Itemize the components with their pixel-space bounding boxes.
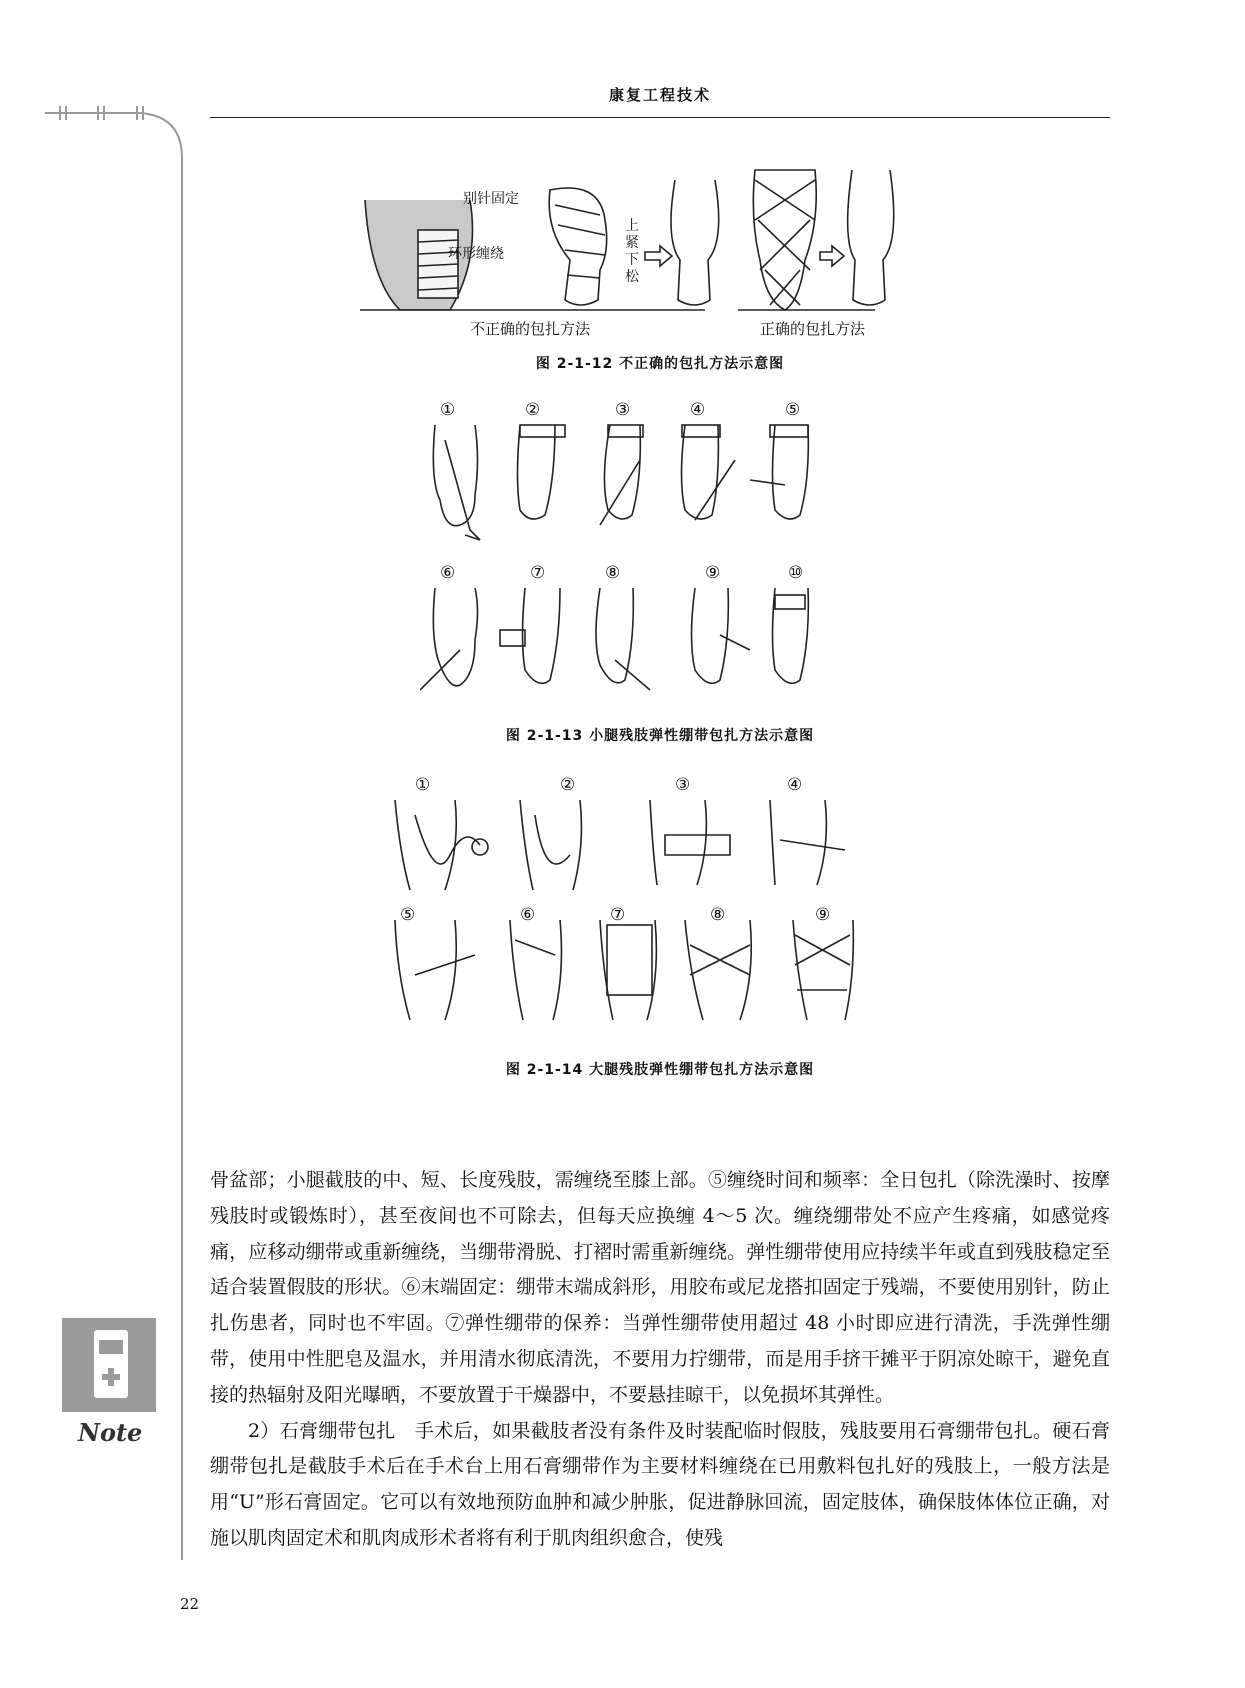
running-header: 康复工程技术 bbox=[608, 86, 711, 104]
thigh-illustrations-14 bbox=[385, 775, 855, 1040]
step-5: ⑤ bbox=[785, 400, 801, 420]
header-rule bbox=[210, 117, 1110, 118]
step-5: ⑤ bbox=[400, 905, 416, 925]
step-2: ② bbox=[560, 775, 576, 795]
step-1: ① bbox=[440, 400, 456, 420]
label-ring-wrap: 环形缠绕 bbox=[448, 246, 504, 262]
step-1: ① bbox=[415, 775, 431, 795]
step-7: ⑦ bbox=[610, 905, 626, 925]
page-number: 22 bbox=[180, 1595, 200, 1613]
step-3: ③ bbox=[615, 400, 631, 420]
figure-2-1-13 bbox=[420, 400, 850, 710]
caption-correct: 正确的包扎方法 bbox=[760, 320, 866, 338]
step-3: ③ bbox=[675, 775, 691, 795]
step-2: ② bbox=[525, 400, 541, 420]
body-text bbox=[210, 1163, 1110, 1557]
figure-2-1-14-caption: 图 2-1-14 大腿残肢弹性绷带包扎方法示意图 bbox=[505, 1062, 815, 1078]
step-8: ⑧ bbox=[710, 905, 726, 925]
step-8: ⑧ bbox=[605, 563, 621, 583]
step-6: ⑥ bbox=[520, 905, 536, 925]
caption-incorrect: 不正确的包扎方法 bbox=[470, 320, 591, 338]
figure-2-1-14 bbox=[385, 775, 855, 1040]
step-10: ⑩ bbox=[788, 563, 804, 583]
note-label: Note bbox=[78, 1418, 143, 1447]
note-icon bbox=[62, 1318, 160, 1418]
label-tight-loose: 上紧下松 bbox=[625, 218, 639, 285]
step-7: ⑦ bbox=[530, 563, 546, 583]
figure-2-1-12-caption: 图 2-1-12 不正确的包扎方法示意图 bbox=[535, 356, 785, 372]
label-pin-fixation: 别针固定 bbox=[463, 191, 519, 207]
paragraph-1: 骨盆部；小腿截肢的中、短、长度残肢，需缠绕至膝上部。⑤缠绕时间和频率：全日包扎（除洗澡时、按摩残肢时或锻炼时），甚至夜间也不可除去，但每天应换缠 4～5 次。缠绕绷带处不应产生疼痛，如感觉疼痛，应移动绷带或重新缠绕，当绷带滑脱、打褶时需重新缠绕。弹性绷带使用应持续半年或直到残肢稳定至适合装置假肢的形状。⑥末端固定：绷带末端成斜形，用胶布或尼龙搭扣固定于残端，不要使用别针，防止扎伤患者，同时也不牢固。⑦弹性绷带的保养：当弹性绷带使用超过 48 小时即应进行清洗，手洗弹性绷带，使用中性肥皂及温水，并用清水彻底清洗，不要用力拧绷带，而是用手挤干摊平于阴凉处晾干，避免直接的热辐射及阳光曝晒，不要放置于干燥器中，不要悬挂晾干，以免损坏其弹性。 bbox=[210, 1169, 1110, 1406]
paragraph-2: 2）石膏绷带包扎 手术后，如果截肢者没有条件及时装配临时假肢，残肢要用石膏绷带包扎。硬石膏绷带包扎是截肢手术后在手术台上用石膏绷带作为主要材料缠绕在已用敷料包扎好的残肢上，一般方法是用“U”形石膏固定。它可以有效地预防血肿和减少肿胀，促进静脉回流，固定肢体，确保肢体体位正确，对施以肌肉固定术和肌肉成形术者将有利于肌肉组织愈合，使残 bbox=[210, 1419, 1110, 1549]
step-9: ⑨ bbox=[705, 563, 721, 583]
leg-illustrations-13 bbox=[420, 400, 850, 710]
step-4: ④ bbox=[690, 400, 706, 420]
step-9: ⑨ bbox=[815, 905, 831, 925]
step-6: ⑥ bbox=[440, 563, 456, 583]
figure-2-1-13-caption: 图 2-1-13 小腿残肢弹性绷带包扎方法示意图 bbox=[505, 728, 815, 744]
step-4: ④ bbox=[787, 775, 803, 795]
